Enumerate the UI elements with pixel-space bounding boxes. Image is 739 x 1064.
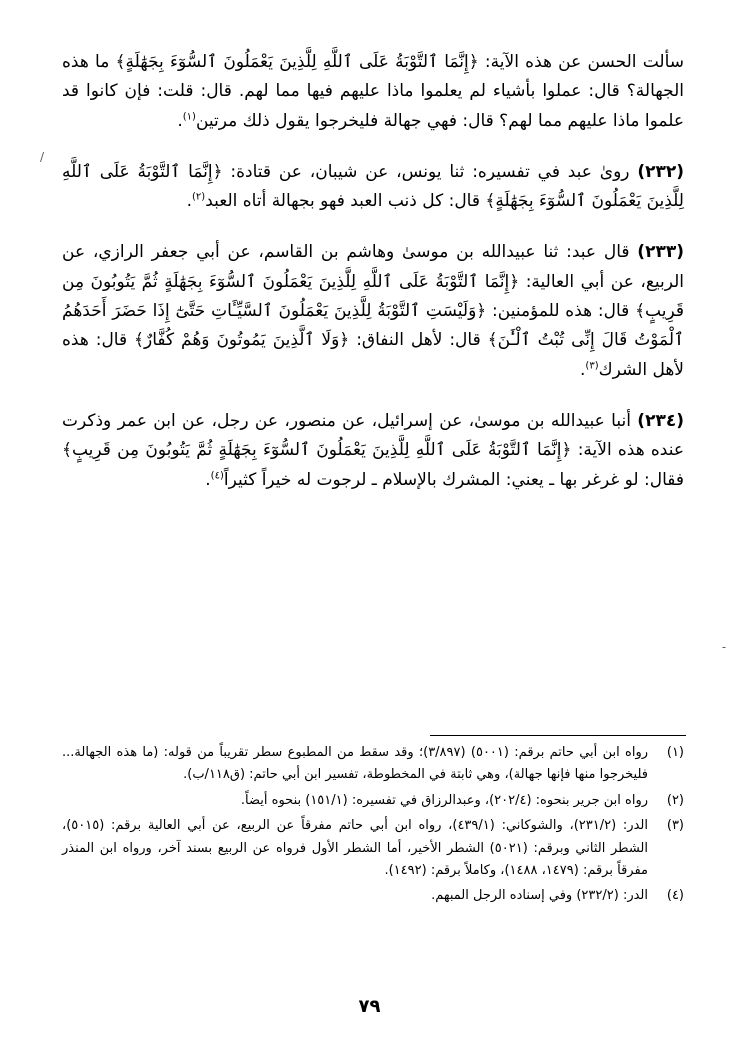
margin-tick-icon: - xyxy=(722,640,727,654)
quran-verse: ﴿إِنَّمَا ٱلتَّوْبَةُ عَلَى ٱللَّهِ لِلَّذِينَ يَعْمَلُونَ ٱلسُّوٓءَ بِجَهَٰلَةٍ ثُمَّ يَتُوبُونَ مِن قَرِيبٍ﴾ xyxy=(62,271,684,322)
page-number: ٧٩ xyxy=(358,996,381,1017)
footnote xyxy=(62,790,684,812)
text-segment: ما هذه الجهالة؟ قال: عملوا بأشياء لم يعلموا ماذا عليهم فيها مما لهم. قال: قلت: فإن كانوا قد علموا ماذا عليهم مما لهم؟ قال: فهي جهالة فليخرجوا يقول ذلك مرتين xyxy=(62,52,684,131)
quran-verse: ﴿إِنَّمَا ٱلتَّوْبَةُ عَلَى ٱللَّهِ لِلَّذِينَ يَعْمَلُونَ ٱلسُّوٓءَ بِجَهَٰلَةٍ﴾ xyxy=(115,52,479,72)
footnote-divider xyxy=(430,735,686,736)
text-segment: قال: لأهل النفاق: xyxy=(349,330,488,351)
margin-tick-icon: / xyxy=(40,150,45,164)
text-segment: أنبا عبيدالله بن موسىٰ، عن إسرائيل، عن منصور، عن رجل، عن ابن عمر وذكرت عنده هذه الآية: xyxy=(62,410,684,461)
hadith-234 xyxy=(62,407,684,495)
text-segment: . xyxy=(177,110,183,131)
hadith-number: (٢٣٤) xyxy=(637,410,684,431)
paragraph-continuation xyxy=(62,48,684,136)
footnote xyxy=(62,885,684,907)
text-segment: قال: هذه لأهل الشرك xyxy=(62,330,684,380)
footnote-ref: (٤) xyxy=(210,469,224,481)
quran-verse: ﴿إِنَّمَا ٱلتَّوْبَةُ عَلَى ٱللَّهِ لِلَّذِينَ يَعْمَلُونَ ٱلسُّوٓءَ بِجَهَٰلَةٍ﴾ xyxy=(62,161,684,212)
hadith-232 xyxy=(62,158,684,217)
quran-verse: ﴿وَلَا ٱلَّذِينَ يَمُوتُونَ وَهُمْ كُفَّارٌ﴾ xyxy=(134,330,350,351)
text-segment: . xyxy=(186,191,192,212)
footnote xyxy=(62,815,684,882)
quran-verse: ﴿وَلَيْسَتِ ٱلتَّوْبَةُ لِلَّذِينَ يَعْمَلُونَ ٱلسَّيِّـَٔاتِ حَتَّىٰٓ إِذَا حَضَرَ أَحَدَهُمُ ٱلْمَوْتُ قَالَ إِنِّى تُبْتُ ٱلْـَٰٔنَ﴾ xyxy=(62,301,685,351)
text-segment: . xyxy=(205,469,211,490)
footnote-ref: (١) xyxy=(182,110,196,122)
footnote-text: الدر: (٢٣٢/٢) وفي إسناده الرجل المبهم. xyxy=(431,888,648,904)
footnote-text: رواه ابن جرير بنحوه: (٢٠٢/٤)، وعبدالرزاق في تفسيره: (١٥١/١) بنحوه أيضاً. xyxy=(240,792,648,808)
footnote-ref: (٣) xyxy=(585,360,599,372)
text-segment: قال عبد: ثنا عبيدالله بن موسىٰ وهاشم بن القاسم، عن أبي جعفر الرازي، عن الربيع، عن أبي العالية: xyxy=(62,242,685,292)
hadith-233 xyxy=(62,238,684,384)
text-segment: سألت الحسن عن هذه الآية: xyxy=(478,52,685,72)
footnote-text: رواه ابن أبي حاتم برقم: (٥٠٠١) (٣/٨٩٧)؛ وقد سقط من المطبوع سطر تقريباً من قوله: (ما هذه الجهالة... فليخرجوا منها فإنها جهالة)، وهي ثابتة في المخطوطة، تفسير ابن أبي حاتم: (ق١١٨/ب). xyxy=(62,745,649,783)
hadith-number: (٢٣٣) xyxy=(637,242,684,263)
footnote-text: الدر: (٢٣١/٢)، والشوكاني: (٤٣٩/١)، رواه ابن أبي حاتم مفرقاً عن الربيع، عن أبي العالية برقم: (٥٠١٥)، الشطر الثاني وبرقم: (٥٠٢١) الشطر الأخير، أما الشطر الأول فرواه عن الربيع بسند آخر، ورواه ابن المنذر مفرقاً برقم: (١٤٧٩، ١٤٨٨)، وكاملاً برقم: (١٤٩٢). xyxy=(62,818,648,879)
footnote xyxy=(62,742,684,787)
footnote-number: (٣) xyxy=(666,818,684,834)
text-segment: روىٰ عبد في تفسيره: ثنا يونس، عن شيبان، عن قتادة: xyxy=(222,161,638,182)
hadith-number: (٢٣٢) xyxy=(637,161,685,182)
footnotes xyxy=(62,742,684,911)
footnote-number: (١) xyxy=(666,745,684,760)
text-segment: قال: هذه للمؤمنين: xyxy=(486,301,636,322)
text-segment: فقال: لو غرغر بها ـ يعني: المشرك بالإسلام ـ لرجوت له خيراً كثيراً xyxy=(223,469,684,490)
quran-verse: ﴿إِنَّمَا ٱلتَّوْبَةُ عَلَى ٱللَّهِ لِلَّذِينَ يَعْمَلُونَ ٱلسُّوٓءَ بِجَهَٰلَةٍ ثُمَّ يَتُوبُونَ مِن قَرِيبٍ﴾ xyxy=(62,440,572,461)
main-text xyxy=(62,48,684,495)
text-segment: . xyxy=(580,359,586,380)
footnote-number: (٢) xyxy=(666,792,684,808)
footnote-ref: (٢) xyxy=(192,191,206,203)
footnote-number: (٤) xyxy=(666,888,684,904)
text-segment: قال: كل ذنب العبد فهو بجهالة أتاه العبد xyxy=(205,191,486,212)
